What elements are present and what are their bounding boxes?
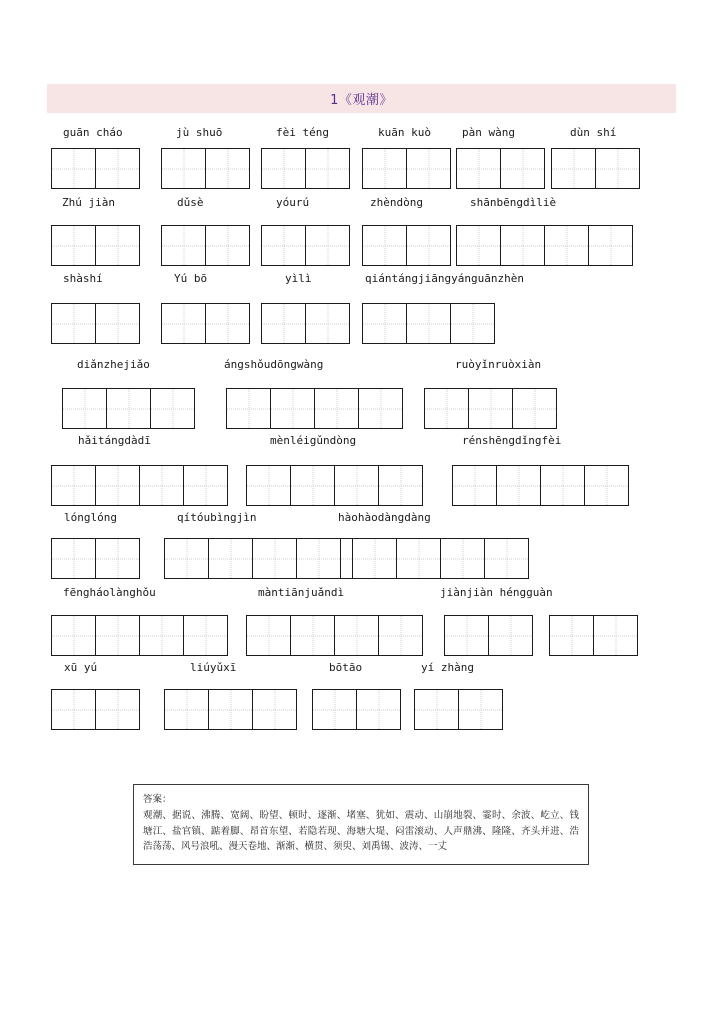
tianzige-cell[interactable] [445,616,489,656]
tianzige-cell[interactable] [96,226,140,266]
tianzige-cell[interactable] [335,616,379,656]
tianzige-cell[interactable] [594,616,638,656]
tianzige-grid[interactable] [51,303,140,344]
tianzige-cell[interactable] [379,466,423,506]
tianzige-grid[interactable] [261,303,350,344]
pinyin-label: rénshēngdǐngfèi [462,434,562,447]
tianzige-cell[interactable] [306,304,350,344]
tianzige-cell[interactable] [52,539,96,579]
tianzige-cell[interactable] [297,539,341,579]
tianzige-cell[interactable] [407,226,451,266]
tianzige-cell[interactable] [291,466,335,506]
tianzige-grid[interactable] [362,303,495,344]
tianzige-cell[interactable] [253,690,297,730]
tianzige-grid[interactable] [226,388,403,429]
tianzige-cell[interactable] [415,690,459,730]
pinyin-label: liúyǔxī [190,661,237,674]
tianzige-cell[interactable] [107,389,151,429]
tianzige-grid[interactable] [414,689,503,730]
pinyin-label: kuān kuò [378,126,431,139]
tianzige-cell[interactable] [96,690,140,730]
tianzige-cell[interactable] [306,226,350,266]
pinyin-label: jiànjiàn héngguàn [440,586,553,599]
tianzige-cell[interactable] [379,616,423,656]
tianzige-cell[interactable] [162,149,206,189]
tianzige-cell[interactable] [165,690,209,730]
tianzige-cell[interactable] [407,304,451,344]
tianzige-cell[interactable] [262,226,306,266]
tianzige-cell[interactable] [151,389,195,429]
tianzige-cell[interactable] [545,226,589,266]
tianzige-cell[interactable] [441,539,485,579]
tianzige-cell[interactable] [359,389,403,429]
tianzige-cell[interactable] [541,466,585,506]
tianzige-cell[interactable] [206,304,250,344]
tianzige-grid[interactable] [444,615,533,656]
tianzige-cell[interactable] [485,539,529,579]
pinyin-label: guān cháo [63,126,123,139]
tianzige-cell[interactable] [407,149,451,189]
tianzige-cell[interactable] [513,389,557,429]
tianzige-grid[interactable] [51,225,140,266]
page-title: 1《观潮》 [330,93,393,108]
pinyin-label: diǎnzhejiǎo [77,358,150,371]
tianzige-cell[interactable] [96,616,140,656]
pinyin-label: màntiānjuǎndì [258,586,345,599]
tianzige-cell[interactable] [206,226,250,266]
tianzige-cell[interactable] [52,616,96,656]
tianzige-cell[interactable] [140,466,184,506]
tianzige-cell[interactable] [585,466,629,506]
tianzige-cell[interactable] [335,466,379,506]
tianzige-cell[interactable] [397,539,441,579]
tianzige-cell[interactable] [501,226,545,266]
tianzige-grid[interactable] [246,465,423,506]
tianzige-cell[interactable] [184,616,228,656]
tianzige-grid[interactable] [352,538,529,579]
tianzige-cell[interactable] [489,616,533,656]
tianzige-cell[interactable] [52,466,96,506]
tianzige-grid[interactable] [312,689,401,730]
tianzige-grid[interactable] [51,465,228,506]
tianzige-cell[interactable] [96,149,140,189]
pinyin-label: qiántángjiāngyánguānzhèn [365,272,524,285]
tianzige-grid[interactable] [551,148,640,189]
tianzige-cell[interactable] [550,616,594,656]
pinyin-label: yí zhàng [421,661,474,674]
tianzige-cell[interactable] [357,690,401,730]
tianzige-grid[interactable] [161,148,250,189]
tianzige-cell[interactable] [271,389,315,429]
tianzige-grid[interactable] [51,148,140,189]
pinyin-label: mènléigǔndòng [270,434,357,447]
tianzige-cell[interactable] [209,690,253,730]
tianzige-cell[interactable] [453,466,497,506]
tianzige-grid[interactable] [362,225,451,266]
tianzige-grid[interactable] [161,303,250,344]
pinyin-label: hàohàodàngdàng [338,511,431,524]
tianzige-cell[interactable] [247,466,291,506]
tianzige-cell[interactable] [206,149,250,189]
tianzige-cell[interactable] [497,466,541,506]
pinyin-label: jù shuō [176,126,223,139]
pinyin-label: dùn shí [570,126,617,139]
answer-box [133,784,589,865]
pinyin-label: Zhú jiàn [62,196,115,209]
tianzige-grid[interactable] [51,689,140,730]
tianzige-cell[interactable] [315,389,359,429]
pinyin-label: shānbēngdìliè [470,196,557,209]
tianzige-cell[interactable] [363,226,407,266]
tianzige-cell[interactable] [165,539,209,579]
tianzige-cell[interactable] [227,389,271,429]
answer-text: 观潮、据说、沸腾、宽阔、盼望、顿时、逐渐、堵塞、犹如、震动、山崩地裂、霎时、余波、屹立、钱塘江、盐官镇、踮着脚、昂首东望、若隐若现、海塘大堤、闷雷滚动、人声鼎沸、隆隆、齐头并进、浩浩荡荡、风号浪吼、漫天卷地、渐渐、横贯、须臾、刘禹锡、波涛、一丈 [143,810,579,852]
tianzige-cell[interactable] [140,616,184,656]
tianzige-grid[interactable] [246,615,423,656]
tianzige-cell[interactable] [451,304,495,344]
tianzige-grid[interactable] [456,148,545,189]
tianzige-cell[interactable] [162,226,206,266]
pinyin-label: ruòyǐnruòxiàn [455,358,542,371]
tianzige-cell[interactable] [459,690,503,730]
tianzige-cell[interactable] [52,304,96,344]
tianzige-grid[interactable] [456,225,633,266]
pinyin-label: ángshǒudōngwàng [224,358,324,371]
tianzige-cell[interactable] [162,304,206,344]
tianzige-cell[interactable] [457,226,501,266]
tianzige-cell[interactable] [353,539,397,579]
tianzige-cell[interactable] [291,616,335,656]
tianzige-grid[interactable] [51,538,140,579]
pinyin-label: fēngháolànghǒu [63,586,156,599]
tianzige-grid[interactable] [424,388,557,429]
tianzige-grid[interactable] [362,148,451,189]
tianzige-cell[interactable] [63,389,107,429]
answer-heading: 答案： [143,794,172,805]
tianzige-cell[interactable] [501,149,545,189]
pinyin-label: pàn wàng [462,126,515,139]
tianzige-grid[interactable] [164,689,297,730]
tianzige-cell[interactable] [262,304,306,344]
tianzige-cell[interactable] [96,466,140,506]
tianzige-cell[interactable] [52,149,96,189]
tianzige-cell[interactable] [457,149,501,189]
tianzige-cell[interactable] [184,466,228,506]
tianzige-cell[interactable] [363,304,407,344]
tianzige-cell[interactable] [96,304,140,344]
pinyin-label: zhèndòng [370,196,423,209]
tianzige-cell[interactable] [52,690,96,730]
pinyin-label: yìlì [285,272,312,285]
pinyin-label: hǎitángdàdī [78,434,151,447]
tianzige-cell[interactable] [262,149,306,189]
tianzige-grid[interactable] [161,225,250,266]
tianzige-cell[interactable] [589,226,633,266]
tianzige-cell[interactable] [313,690,357,730]
tianzige-cell[interactable] [247,616,291,656]
tianzige-grid[interactable] [62,388,195,429]
pinyin-label: qítóubìngjìn [177,511,257,524]
pinyin-label: yóurú [276,196,310,209]
pinyin-label: shàshí [63,272,103,285]
pinyin-label: Yú bō [174,272,208,285]
tianzige-cell[interactable] [596,149,640,189]
pinyin-label: lónglóng [64,511,117,524]
tianzige-grid[interactable] [452,465,629,506]
tianzige-cell[interactable] [469,389,513,429]
tianzige-grid[interactable] [549,615,638,656]
pinyin-label: fèi téng [276,126,329,139]
tianzige-grid[interactable] [261,148,350,189]
tianzige-cell[interactable] [96,539,140,579]
tianzige-cell[interactable] [363,149,407,189]
tianzige-cell[interactable] [52,226,96,266]
tianzige-cell[interactable] [552,149,596,189]
tianzige-cell[interactable] [425,389,469,429]
tianzige-cell[interactable] [253,539,297,579]
tianzige-cell[interactable] [306,149,350,189]
pinyin-label: xū yú [64,661,98,674]
pinyin-label: bōtāo [329,661,363,674]
tianzige-grid[interactable] [51,615,228,656]
tianzige-cell[interactable] [209,539,253,579]
pinyin-label: dǔsè [177,196,204,209]
tianzige-grid[interactable] [261,225,350,266]
